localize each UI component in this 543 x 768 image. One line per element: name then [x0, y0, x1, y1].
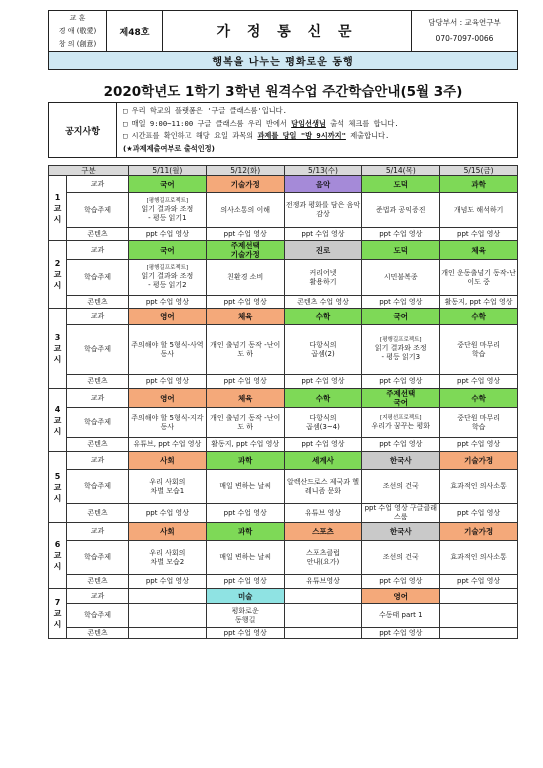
- content-cell: 유튜브 영상: [284, 504, 362, 523]
- row-label: 콘텐츠: [67, 228, 129, 241]
- content-cell: ppt 수업 영상: [129, 575, 207, 589]
- topic-cell: [206, 470, 284, 504]
- header-cell: 5/11(월): [129, 166, 207, 176]
- row-label: 콘텐츠: [67, 296, 129, 309]
- content-row: [49, 228, 518, 241]
- topic-line: 우리 사회의: [149, 548, 186, 557]
- row-label: 콘텐츠: [67, 628, 129, 639]
- subject-cell: 한국사: [362, 523, 440, 541]
- content-cell: ppt 수업 영상: [362, 296, 440, 309]
- content-cell: ppt 수업 영상: [129, 375, 207, 389]
- row-label: 교과: [67, 241, 129, 260]
- content-cell: ppt 수업 영상: [206, 296, 284, 309]
- topic-cell: [362, 260, 440, 296]
- topic-line: 읽기 결과와 조정: [374, 344, 427, 352]
- period-suffix: 시: [53, 281, 62, 290]
- notice-line: [123, 118, 511, 131]
- subject-cell: 미술: [206, 589, 284, 604]
- subject-cell: 국어: [129, 176, 207, 193]
- topic-line: 시민불복종: [383, 273, 418, 281]
- topic-cell: [129, 541, 207, 575]
- period-suffix: 시: [53, 562, 62, 571]
- row-label: 콘텐츠: [67, 504, 129, 523]
- content-cell: ppt 수업 영상: [440, 438, 518, 452]
- topic-line: 조선의 건국: [382, 482, 419, 490]
- subject-name: 주제선택: [386, 389, 416, 398]
- topic-cell: [284, 541, 362, 575]
- topic-cell: [440, 193, 518, 228]
- content-cell: ppt 수업 영상 구글클래스룸: [362, 504, 440, 523]
- subject-cell: 과학: [440, 176, 518, 193]
- content-cell: [129, 628, 207, 639]
- period-number: 2: [54, 259, 61, 268]
- topic-cell: [440, 541, 518, 575]
- topic-line: 중단원 마무리: [457, 340, 500, 349]
- subject-cell: 국어: [362, 309, 440, 325]
- topic-line: 매일 변하는 날씨: [219, 553, 272, 561]
- topic-line: - 평등 읽기2: [148, 281, 187, 289]
- subject-cell: 수학: [284, 389, 362, 408]
- topic-line: 학습: [471, 349, 486, 358]
- row-label: 학습주제: [67, 260, 129, 296]
- subject-cell: 국어: [129, 241, 207, 260]
- content-cell: ppt 수업 영상: [206, 504, 284, 523]
- topic-line: 개인 출넘기 동작 -난이도 하: [210, 413, 281, 431]
- topic-cell: [440, 325, 518, 375]
- content-cell: ppt 수업 영상: [129, 296, 207, 309]
- content-cell: ppt 수업 영상: [362, 575, 440, 589]
- content-cell: ppt 수업 영상: [129, 228, 207, 241]
- topic-cell: [284, 193, 362, 228]
- topic-line: 차별 모습2: [150, 557, 185, 566]
- topic-row: [49, 260, 518, 296]
- topic-line: 전쟁과 평화를 담은 음악 감상: [285, 201, 361, 218]
- row-label: 학습주제: [67, 604, 129, 628]
- topic-cell: [206, 604, 284, 628]
- content-cell: 활동지, ppt 수업 영상: [206, 438, 284, 452]
- topic-line: 주의해야 할 5형식-지각동사: [131, 413, 204, 431]
- content-cell: ppt 수업 영상: [440, 375, 518, 389]
- topic-line: 준법과 공익증진: [376, 205, 426, 214]
- topic-line: [평행길프로젝트]: [380, 337, 422, 343]
- header-box: [48, 10, 518, 52]
- content-cell: ppt 수업 영상: [206, 375, 284, 389]
- subject-name: 국어: [393, 398, 409, 407]
- topic-line: 읽기 결과와 조정: [141, 272, 194, 280]
- notice-text: □ 매일 9:00~11:00 구글 클래스룸 우리 반에서: [123, 118, 292, 128]
- content-cell: ppt 수업 영상: [440, 575, 518, 589]
- subject-cell: [206, 241, 284, 260]
- subject-cell: 스포츠: [284, 523, 362, 541]
- period-suffix: 교: [53, 415, 62, 425]
- row-label: 학습주제: [67, 470, 129, 504]
- topic-line: 동행길: [235, 615, 256, 624]
- period-number: 4: [54, 404, 61, 414]
- subject-name: 기술가정: [230, 250, 260, 259]
- topic-line: 곱셈(3~4): [306, 422, 340, 431]
- header-cell: 5/12(화): [206, 166, 284, 176]
- topic-line: 의사소통의 이해: [220, 205, 270, 214]
- content-cell: ppt 수업 영상: [284, 228, 362, 241]
- subject-cell: 수학: [284, 309, 362, 325]
- subject-cell: 한국사: [362, 452, 440, 470]
- notice-text: 제출합니다.: [345, 131, 390, 140]
- subject-cell: 세계사: [284, 452, 362, 470]
- subject-cell: 진로: [284, 241, 362, 260]
- content-cell: ppt 수업 영상: [362, 375, 440, 389]
- subject-row: [49, 309, 518, 325]
- notice-text: □ 시간표를 확인하고 해당 요일 과목의: [123, 131, 258, 140]
- subject-cell: 도덕: [362, 176, 440, 193]
- row-label: 학습주제: [67, 325, 129, 375]
- topic-cell: [129, 408, 207, 438]
- content-cell: ppt 수업 영상: [362, 628, 440, 639]
- row-label: 콘텐츠: [67, 438, 129, 452]
- period-cell: [49, 589, 67, 639]
- period-cell: [49, 241, 67, 309]
- row-label: 교과: [67, 309, 129, 325]
- motto-line: 교 훈: [69, 13, 86, 22]
- topic-line: 커리어넷: [309, 268, 337, 277]
- topic-line: 안내(요가): [306, 557, 340, 566]
- topic-line: 개인 운동출넘기 동작-난이도 중: [441, 268, 516, 286]
- content-cell: [284, 628, 362, 639]
- topic-cell: [440, 470, 518, 504]
- topic-line: 수동태 part 1: [379, 611, 423, 619]
- topic-cell: [362, 470, 440, 504]
- department-name: 담당부서 : 교육연구부: [428, 18, 501, 27]
- period-suffix: 교: [53, 344, 62, 353]
- subject-cell: [284, 589, 362, 604]
- issue-number: 제48호: [107, 11, 163, 51]
- notice-text: 출석 체크를 합니다.: [325, 118, 399, 128]
- subject-row: [49, 523, 518, 541]
- topic-line: 중단원 마무리: [457, 413, 500, 422]
- topic-line: 우리가 꿈꾸는 평화: [371, 421, 431, 430]
- notice-body: [117, 103, 517, 157]
- content-cell: ppt 수업 영상: [440, 504, 518, 523]
- period-number: 1: [54, 192, 61, 202]
- notice-box: [48, 102, 518, 158]
- topic-line: 주의해야 할 5형식-사역동사: [131, 340, 204, 358]
- subject-cell: [129, 589, 207, 604]
- period-cell: [49, 523, 67, 589]
- topic-line: - 평등 읽기1: [148, 213, 187, 222]
- topic-line: 곱셈(2): [311, 349, 335, 358]
- topic-line: 친환경 소비: [227, 273, 264, 281]
- period-cell: [49, 389, 67, 452]
- topic-cell: [362, 193, 440, 228]
- period-suffix: 교: [53, 270, 62, 279]
- content-cell: ppt 수업 영상: [284, 375, 362, 389]
- topic-line: 평화로운: [231, 606, 259, 615]
- period-number: 3: [54, 333, 61, 342]
- period-cell: [49, 452, 67, 523]
- page-title: 2020학년도 1학기 3학년 원격수업 주간학습안내(5월 3주): [103, 84, 463, 100]
- topic-line: 효과적인 의사소통: [450, 482, 507, 490]
- topic-cell: [206, 541, 284, 575]
- topic-line: 차별 모습1: [150, 486, 185, 495]
- period-suffix: 교: [53, 203, 62, 213]
- content-cell: ppt 수업 영상: [362, 438, 440, 452]
- subject-cell: 영어: [129, 389, 207, 408]
- row-label: 교과: [67, 523, 129, 541]
- content-row: [49, 296, 518, 309]
- period-number: 6: [54, 540, 61, 549]
- subject-cell: 과학: [206, 452, 284, 470]
- notice-line: [123, 130, 511, 143]
- period-suffix: 시: [53, 214, 62, 224]
- notice-emphasis: 담임선생님: [291, 118, 326, 128]
- topic-cell: [129, 604, 207, 628]
- topic-line: 다항식의: [309, 413, 337, 422]
- content-row: [49, 504, 518, 523]
- topic-cell: [362, 541, 440, 575]
- content-cell: 콘텐츠 수업 영상: [284, 296, 362, 309]
- subject-cell: 체육: [440, 241, 518, 260]
- topic-line: [평행길프로젝트]: [146, 265, 189, 271]
- topic-cell: [206, 260, 284, 296]
- content-cell: ppt 수업 영상: [206, 228, 284, 241]
- motto-line: 창 의 (創意): [58, 39, 97, 48]
- period-suffix: 시: [53, 620, 62, 629]
- period-number: 7: [54, 598, 61, 607]
- content-row: [49, 438, 518, 452]
- subject-cell: 체육: [206, 309, 284, 325]
- phone-number: 070-7097-0066: [435, 34, 494, 43]
- subject-cell: 기술가정: [440, 452, 518, 470]
- topic-cell: [284, 604, 362, 628]
- period-number: 5: [54, 471, 61, 481]
- topic-line: 읽기 결과와 조정: [141, 204, 194, 213]
- topic-cell: [362, 325, 440, 375]
- row-label: 교과: [67, 589, 129, 604]
- header-cell: 구분: [49, 166, 129, 176]
- topic-line: 개념도 해석하기: [453, 205, 504, 214]
- subject-cell: [440, 589, 518, 604]
- topic-line: 효과적인 의사소통: [450, 553, 507, 561]
- subject-row: [49, 452, 518, 470]
- subject-cell: 영어: [129, 309, 207, 325]
- content-cell: ppt 수업 영상: [362, 228, 440, 241]
- content-cell: 활동지, ppt 수업 영상: [440, 296, 518, 309]
- topic-line: 활용하기: [309, 277, 337, 286]
- topic-cell: [362, 604, 440, 628]
- topic-row: [49, 193, 518, 228]
- row-label: 교과: [67, 176, 129, 193]
- period-cell: [49, 176, 67, 241]
- topic-line: 학습: [471, 422, 486, 431]
- topic-cell: [440, 408, 518, 438]
- subject-row: [49, 176, 518, 193]
- notice-line: □ 우리 학교의 플랫폼은 '구글 클래스룸'입니다.: [123, 106, 287, 115]
- content-row: [49, 575, 518, 589]
- row-label: 학습주제: [67, 541, 129, 575]
- topic-cell: [440, 260, 518, 296]
- topic-cell: [284, 408, 362, 438]
- topic-line: 스포츠클럽: [306, 548, 340, 557]
- subject-cell: 수학: [440, 309, 518, 325]
- slogan-banner: 행복을 나누는 평화로운 동행: [48, 52, 518, 70]
- period-cell: [49, 309, 67, 389]
- subject-name: 주제선택: [230, 241, 260, 250]
- topic-line: 알렉산드로스 제국과 헬레니즘 문화: [286, 477, 360, 495]
- row-label: 학습주제: [67, 408, 129, 438]
- topic-cell: [206, 408, 284, 438]
- topic-line: 다항식의: [309, 340, 337, 349]
- subject-row: [49, 389, 518, 408]
- header-cell: 5/15(금): [440, 166, 518, 176]
- topic-cell: [284, 260, 362, 296]
- row-label: 교과: [67, 389, 129, 408]
- subject-cell: 기술가정: [206, 176, 284, 193]
- subject-cell: 영어: [362, 589, 440, 604]
- topic-cell: [129, 260, 207, 296]
- content-row: [49, 375, 518, 389]
- subject-cell: 사회: [129, 523, 207, 541]
- period-suffix: 교: [53, 482, 62, 492]
- topic-line: 조선의 건국: [382, 553, 419, 561]
- topic-cell: [129, 325, 207, 375]
- timetable: [48, 165, 518, 639]
- row-label: 교과: [67, 452, 129, 470]
- topic-line: 매일 변하는 날씨: [219, 482, 272, 490]
- topic-line: [평행길프로젝트]: [146, 197, 189, 204]
- topic-cell: [362, 408, 440, 438]
- school-motto: [49, 11, 107, 51]
- header-cell: 5/14(목): [362, 166, 440, 176]
- row-label: 콘텐츠: [67, 575, 129, 589]
- topic-cell: [206, 325, 284, 375]
- content-cell: 유튜브영상: [284, 575, 362, 589]
- header-cell: 5/13(수): [284, 166, 362, 176]
- topic-row: [49, 470, 518, 504]
- period-suffix: 시: [53, 426, 62, 436]
- topic-cell: [206, 193, 284, 228]
- department-info: [411, 11, 517, 51]
- content-row: [49, 628, 518, 639]
- topic-row: [49, 408, 518, 438]
- row-label: 학습주제: [67, 193, 129, 228]
- subject-cell: 과학: [206, 523, 284, 541]
- subject-cell: 음악: [284, 176, 362, 193]
- content-cell: 유튜브, ppt 수업 영상: [129, 438, 207, 452]
- row-label: 콘텐츠: [67, 375, 129, 389]
- content-cell: ppt 수업 영상: [129, 504, 207, 523]
- period-suffix: 교: [53, 551, 62, 560]
- timetable-header-row: [49, 166, 518, 176]
- topic-row: [49, 604, 518, 628]
- subject-cell: 사회: [129, 452, 207, 470]
- subject-row: [49, 589, 518, 604]
- period-suffix: 교: [53, 609, 62, 618]
- subject-cell: [362, 389, 440, 408]
- topic-row: [49, 541, 518, 575]
- topic-cell: [129, 470, 207, 504]
- topic-cell: [129, 193, 207, 228]
- motto-line: 경 애 (敬愛): [58, 26, 97, 35]
- topic-cell: [284, 325, 362, 375]
- topic-row: [49, 325, 518, 375]
- topic-line: - 평등 읽기3: [381, 353, 421, 361]
- subject-cell: 수학: [440, 389, 518, 408]
- notice-label: 공지사항: [49, 103, 117, 157]
- notice-emphasis: 과제를 당일 "밤 9시까지": [257, 131, 346, 140]
- notice-line: (★과제제출여부로 출석인정): [123, 143, 215, 153]
- subject-cell: 도덕: [362, 241, 440, 260]
- topic-line: 우리 사회의: [149, 477, 186, 486]
- period-suffix: 시: [53, 355, 62, 364]
- content-cell: [440, 628, 518, 639]
- topic-line: 개인 출넘기 동작 -난이도 하: [210, 340, 281, 358]
- topic-cell: [284, 470, 362, 504]
- content-cell: ppt 수업 영상: [206, 628, 284, 639]
- content-cell: ppt 수업 영상: [284, 438, 362, 452]
- subject-cell: 기술가정: [440, 523, 518, 541]
- period-suffix: 시: [53, 493, 62, 503]
- topic-cell: [440, 604, 518, 628]
- topic-line: [지평선프로젝트]: [380, 414, 422, 421]
- content-cell: ppt 수업 영상: [440, 228, 518, 241]
- content-cell: ppt 수업 영상: [206, 575, 284, 589]
- subject-cell: 체육: [206, 389, 284, 408]
- newsletter-title: 가 정 통 신 문: [216, 24, 358, 40]
- subject-row: [49, 241, 518, 260]
